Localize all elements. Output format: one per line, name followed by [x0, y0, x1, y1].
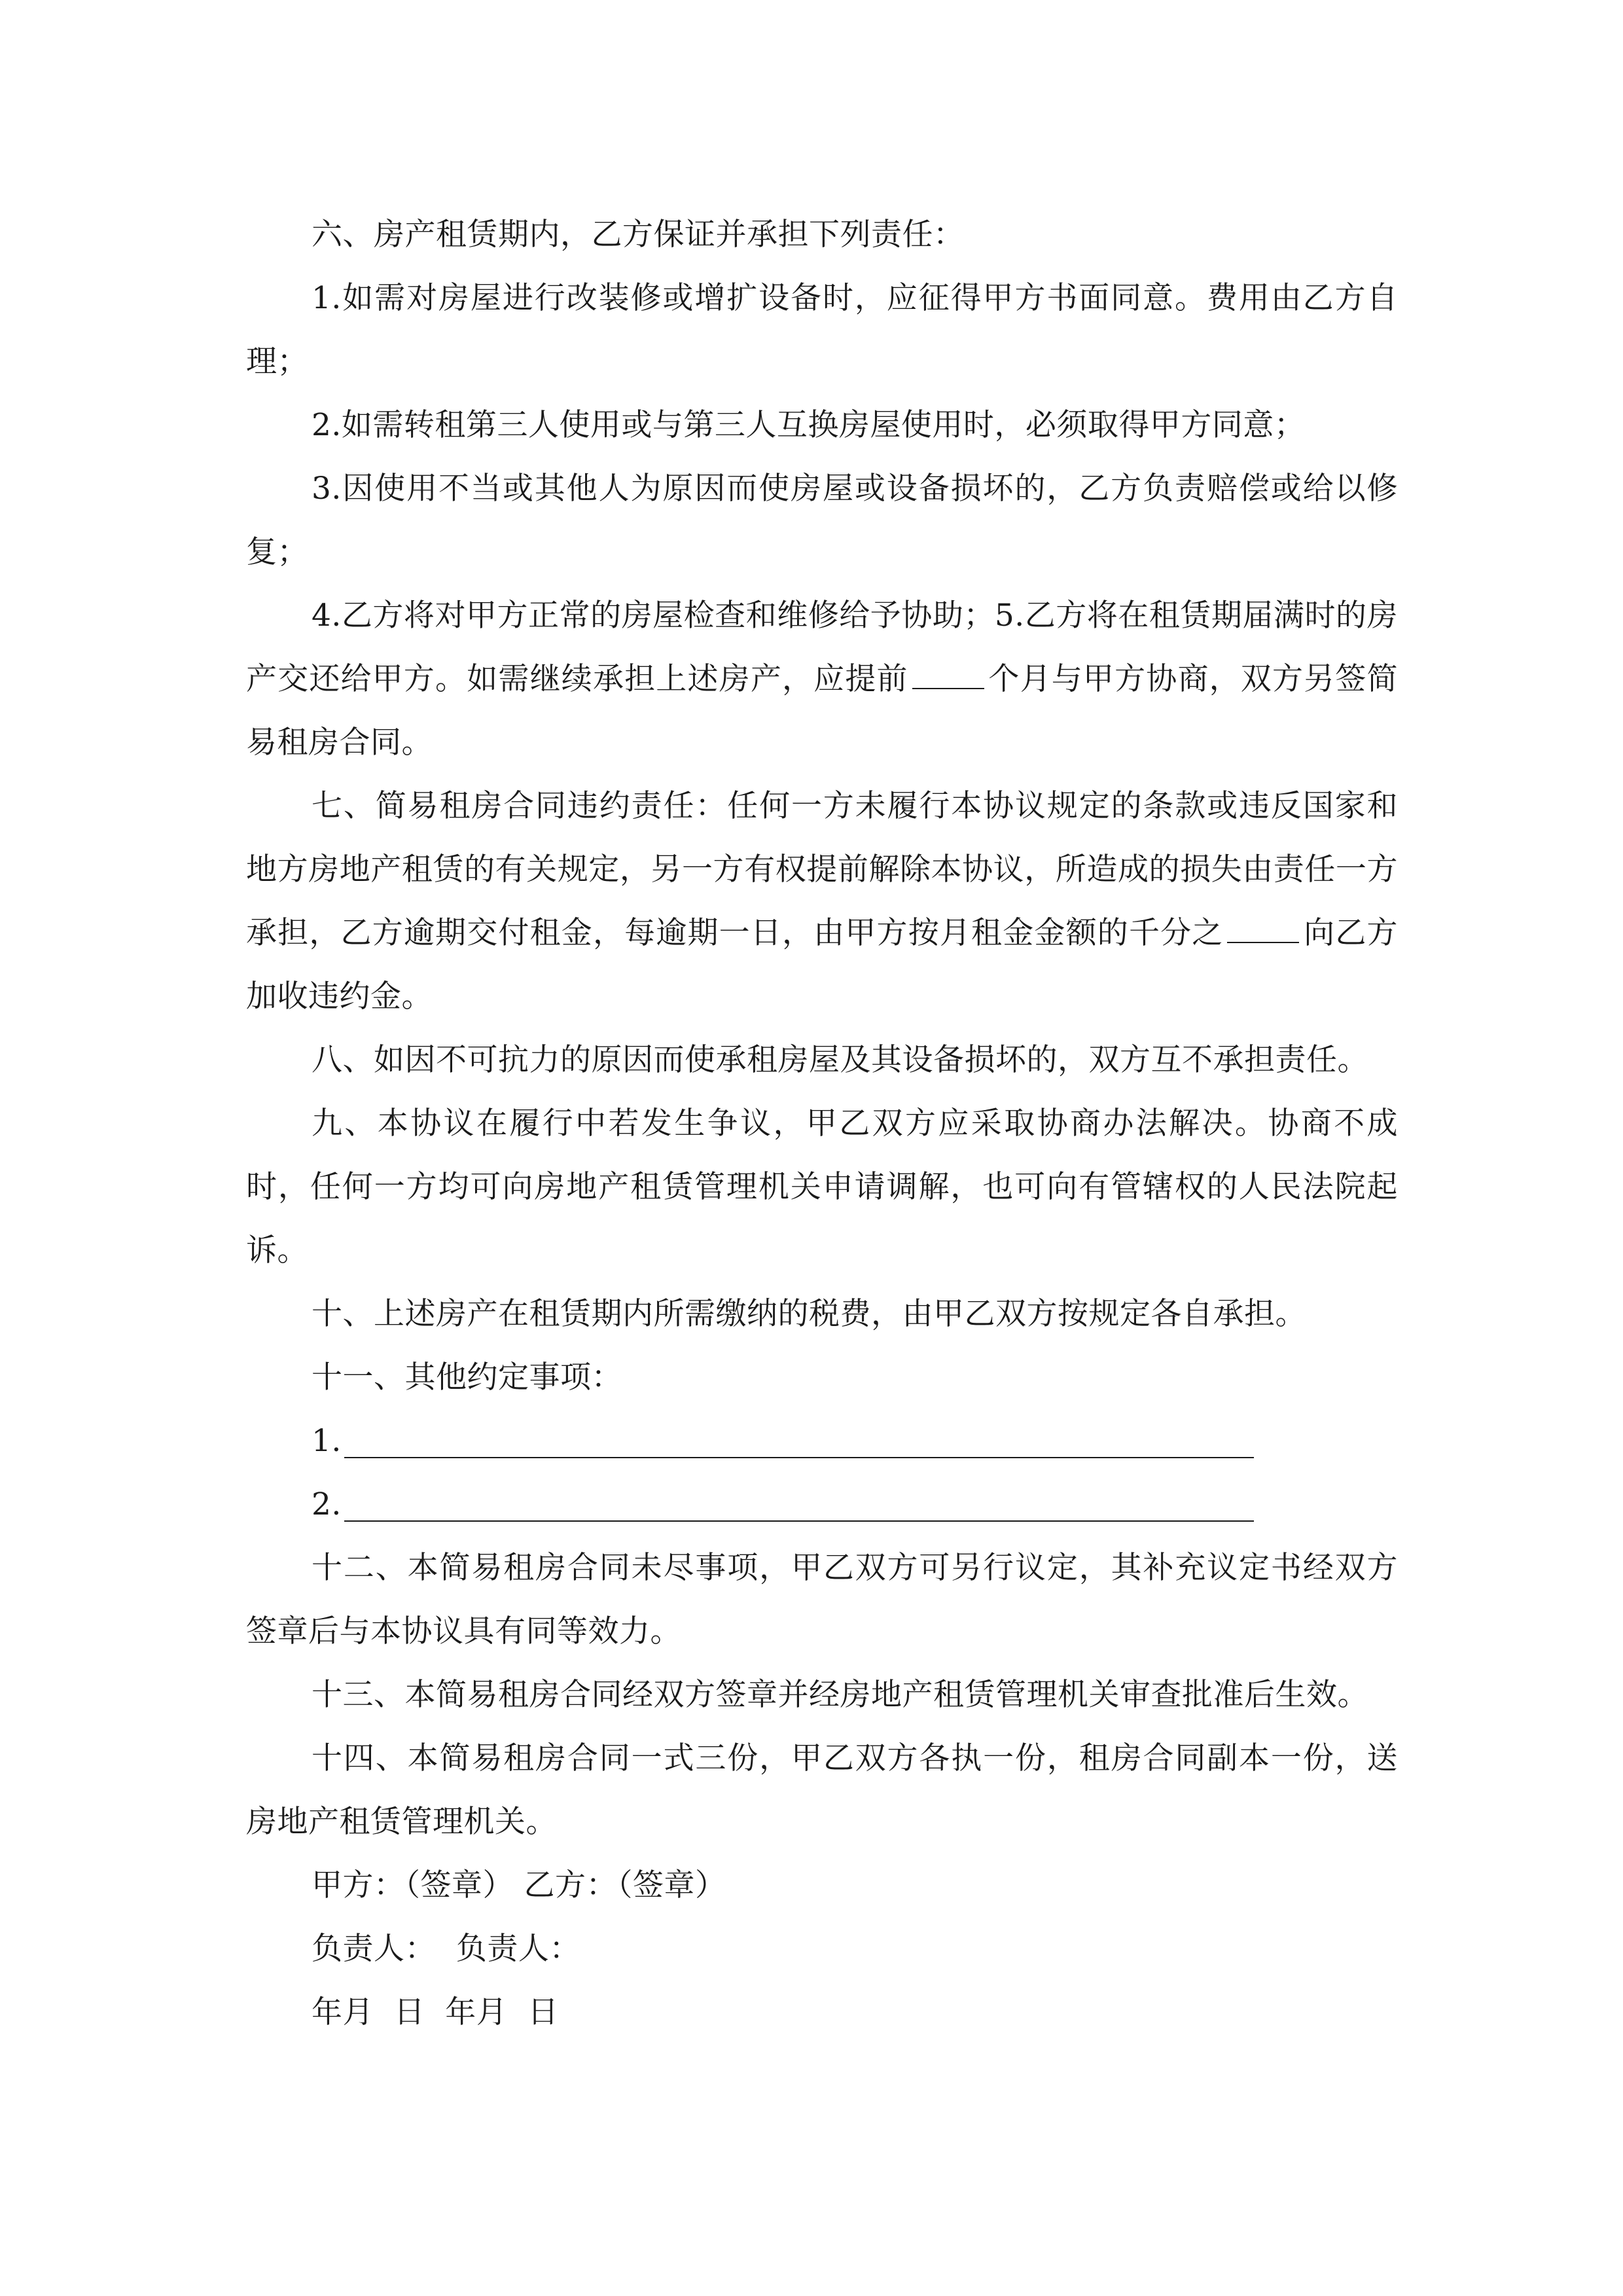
- penalty-rate-blank: [1227, 916, 1299, 943]
- signature-parties: 甲方：（签章） 乙方：（签章）: [312, 1867, 726, 1903]
- section-10: 十、上述房产在租赁期内所需缴纳的税费，由甲乙双方按规定各自承担。: [312, 1296, 1306, 1332]
- other-terms-item-2-label: 2.: [312, 1486, 342, 1522]
- section-12: 十二、本简易租房合同未尽事项，甲乙双方可另行议定，其补充议定书经双方签章后与本协议具有同等效力。: [246, 1550, 1398, 1649]
- section-7-text-b: 向乙方加收违约金。: [246, 915, 1398, 1014]
- other-terms-item-1: [246, 1409, 1398, 1473]
- signature-date: 年月 日 年月 日: [312, 1994, 559, 2030]
- section-7-text-a: 七、简易租房合同违约责任：任何一方未履行本协议规定的条款或违反国家和地方房地产租赁的有关规定，另一方有权提前解除本协议，所造成的损失由责任一方承担，乙方逾期交付租金，每逾期一日，由甲方按月租金金额的千分之: [246, 788, 1398, 951]
- section-6-item-4-text-a: 4.乙方将对甲方正常的房屋检查和维修给予协助；5.乙方将在租赁期届满时的房产交还给甲方。如需继续承担上述房产，应提前: [246, 598, 1398, 697]
- section-9: 九、本协议在履行中若发生争议，甲乙双方应采取协商办法解决。协商不成时，任何一方均可向房地产租赁管理机关申请调解，也可向有管辖权的人民法院起诉。: [246, 1105, 1398, 1268]
- section-6-heading: 六、房产租赁期内，乙方保证并承担下列责任：: [312, 217, 965, 253]
- section-6-item-4-text-b: 个月与甲方协商，双方另签简易租房合同。: [246, 661, 1399, 761]
- signature-responsible: 负责人： 负责人：: [312, 1931, 580, 1967]
- months-blank: [912, 662, 984, 689]
- section-6-item-4: [246, 584, 1398, 774]
- section-11-heading: 十一、其他约定事项：: [312, 1359, 622, 1395]
- other-terms-item-2: [246, 1473, 1398, 1536]
- section-8: 八、如因不可抗力的原因而使承租房屋及其设备损坏的，双方互不承担责任。: [312, 1042, 1368, 1078]
- contract-body: [246, 203, 1398, 2044]
- section-6-item-2: 2.如需转租第三人使用或与第三人互换房屋使用时，必须取得甲方同意；: [312, 407, 1306, 443]
- other-terms-item-2-line: [344, 1488, 1254, 1522]
- section-6-item-1: 1.如需对房屋进行改装修或增扩设备时，应征得甲方书面同意。费用由乙方自理；: [246, 280, 1398, 380]
- section-13: 十三、本简易租房合同经双方签章并经房地产租赁管理机关审查批准后生效。: [312, 1677, 1368, 1713]
- section-6-item-3: 3.因使用不当或其他人为原因而使房屋或设备损坏的，乙方负责赔偿或给以修复；: [246, 471, 1398, 570]
- other-terms-item-1-line: [344, 1424, 1254, 1458]
- other-terms-item-1-label: 1.: [312, 1423, 342, 1459]
- section-7: [246, 774, 1398, 1028]
- section-14: 十四、本简易租房合同一式三份，甲乙双方各执一份，租房合同副本一份，送房地产租赁管理机关。: [246, 1740, 1398, 1840]
